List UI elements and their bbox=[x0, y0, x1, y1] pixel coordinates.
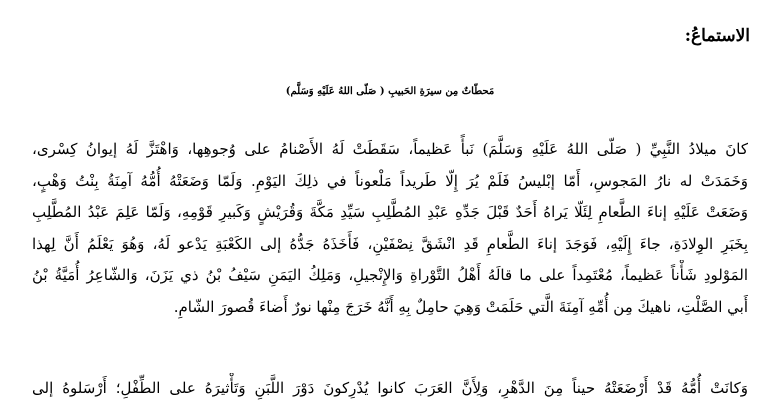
paragraph-line: وَخَمَدَتْ له نارُ المَجوسِ، أَمّا إبْليسُ فَلَمْ يُرَ إِلّا طَريداً مَلْعوناً في ذلِكَ اليَوْمِ. وَلَمّا وَضَعَتْهُ أُمُّهُ آمِنَةُ بِنْتُ وَهْبٍ، bbox=[32, 171, 748, 190]
paragraph-line: بِخَبَرِ الوِلادَةِ، جاءَ إِلَيْهِ، فَوَجَدَ إناءَ الطَّعامِ قَدِ انْشَقَّ نِصْفَيْنِ، فَأَخَذَهُ جَدُّهُ إلى الكَعْبَةِ يَدْعو لَهُ، وَهُوَ يَعْلَمُ أَنَّ لِهذا bbox=[32, 234, 748, 253]
section-heading: الاستماعُ: bbox=[684, 26, 750, 46]
paragraph-line: وَكانَتْ أُمُّهُ قَدْ أَرْضَعَتْهُ حيناً مِنَ الدَّهْرِ، وَلِأَنَّ العَرَبَ كانوا يُدْرِكونَ دَوْرَ اللَّبَنِ وَتَأْثيرَهُ على الطِّفْلِ؛ أَرْسَلوهُ إلى bbox=[32, 379, 748, 397]
paragraph-2 bbox=[32, 373, 748, 405]
paragraph-1 bbox=[32, 134, 748, 323]
paragraph-line: وَضَعَتْ عَلَيْهِ إناءَ الطَّعامِ لِئَلّا يَراهُ أَحَدٌ قَبْلَ جَدِّهِ عَبْدِ المُطَّلِبِ سَيِّدِ مَكَّةَ وَقُرَيْشٍ وَكَبيرِ قَوْمِهِ، وَلَمّا عَلِمَ عَبْدُ المُطَّلِبِ bbox=[32, 203, 748, 221]
paragraph-line: كانَ ميلادُ النَّبِيِّ ( صَلّى اللهُ عَلَيْهِ وَسَلَّمَ) نَبأً عَظيماً، سَقَطَتْ لَهُ الأَصْنامُ على وُجوهِها، وَاهْتَزَّ لَهُ إيوانُ كِسْرى، bbox=[32, 140, 748, 158]
paragraph-line: أَبي الصَّلْتِ، ناهيكَ مِن أُمِّهِ آمِنَةَ الَّتي حَلَمَتْ وَهِيَ حامِلٌ بِهِ أَنَّهُ خَرَجَ مِنْها نورٌ أَضاءَ قُصورَ الشّامِ. bbox=[173, 297, 748, 316]
page-title: مَحطّاتٌ مِن سيرَةِ الحَبيبِ ( صَلّى اللهُ عَلَيْهِ وَسَلَّم) bbox=[285, 86, 495, 97]
paragraph-line: المَوْلودِ شَأْناً عَظيماً، مُعْتَمِداً على ما قالَهُ أَهْلُ التَّوْراةِ وَالإِنْجيلِ، وَمَلِكُ اليَمَنِ سَيْفُ بْنُ ذي يَزَنَ، وَالشّاعِرُ أُمَيَّةُ بْنُ bbox=[32, 266, 748, 284]
